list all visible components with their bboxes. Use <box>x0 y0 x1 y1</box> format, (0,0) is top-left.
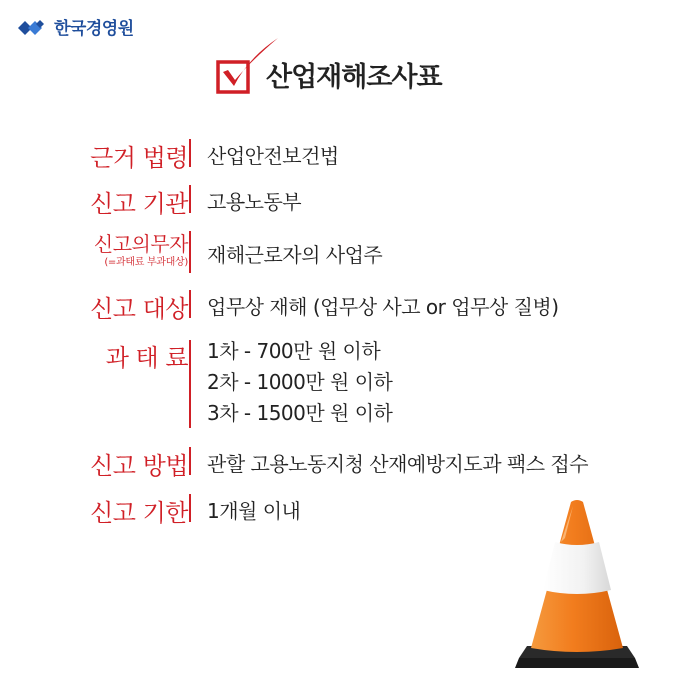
traffic-cone-icon <box>515 498 639 676</box>
fine-item: 2차 - 1000만 원 이하 <box>207 370 393 394</box>
org-logo <box>18 14 134 39</box>
row-label: 신고의무자 <box>93 232 188 256</box>
row-label: 신고 기관 <box>90 190 188 218</box>
row-value: 관할 고용노동지청 산재예방지도과 팩스 접수 <box>207 452 589 476</box>
row-sublabel: (=과태료 부과대상) <box>104 257 188 268</box>
row-value: 고용노동부 <box>207 190 302 214</box>
fine-item: 1차 - 700만 원 이하 <box>207 339 381 363</box>
fine-list <box>207 336 392 429</box>
row-label: 과 태 료 <box>105 344 188 372</box>
title-block <box>214 36 442 98</box>
row-divider <box>189 139 191 167</box>
row-value: 산업안전보건법 <box>207 144 339 168</box>
row-label-group <box>94 232 188 270</box>
row-divider <box>189 447 191 475</box>
row-divider <box>189 290 191 318</box>
page-title: 산업재해조사표 <box>266 62 442 93</box>
logo-icon <box>18 16 48 38</box>
row-label: 신고 기한 <box>90 499 188 527</box>
row-divider <box>189 185 191 213</box>
row-divider <box>189 340 191 428</box>
row-value: 재해근로자의 사업주 <box>207 243 383 267</box>
row-divider <box>189 231 191 273</box>
fine-item: 3차 - 1500만 원 이하 <box>207 401 393 425</box>
row-label: 신고 방법 <box>90 452 188 480</box>
row-divider <box>189 494 191 522</box>
org-name: 한국경영원 <box>54 19 134 39</box>
row-label: 신고 대상 <box>90 295 188 323</box>
row-value: 업무상 재해 (업무상 사고 or 업무상 질병) <box>207 295 559 319</box>
row-value: 1개월 이내 <box>207 499 301 523</box>
row-label: 근거 법령 <box>90 144 188 172</box>
